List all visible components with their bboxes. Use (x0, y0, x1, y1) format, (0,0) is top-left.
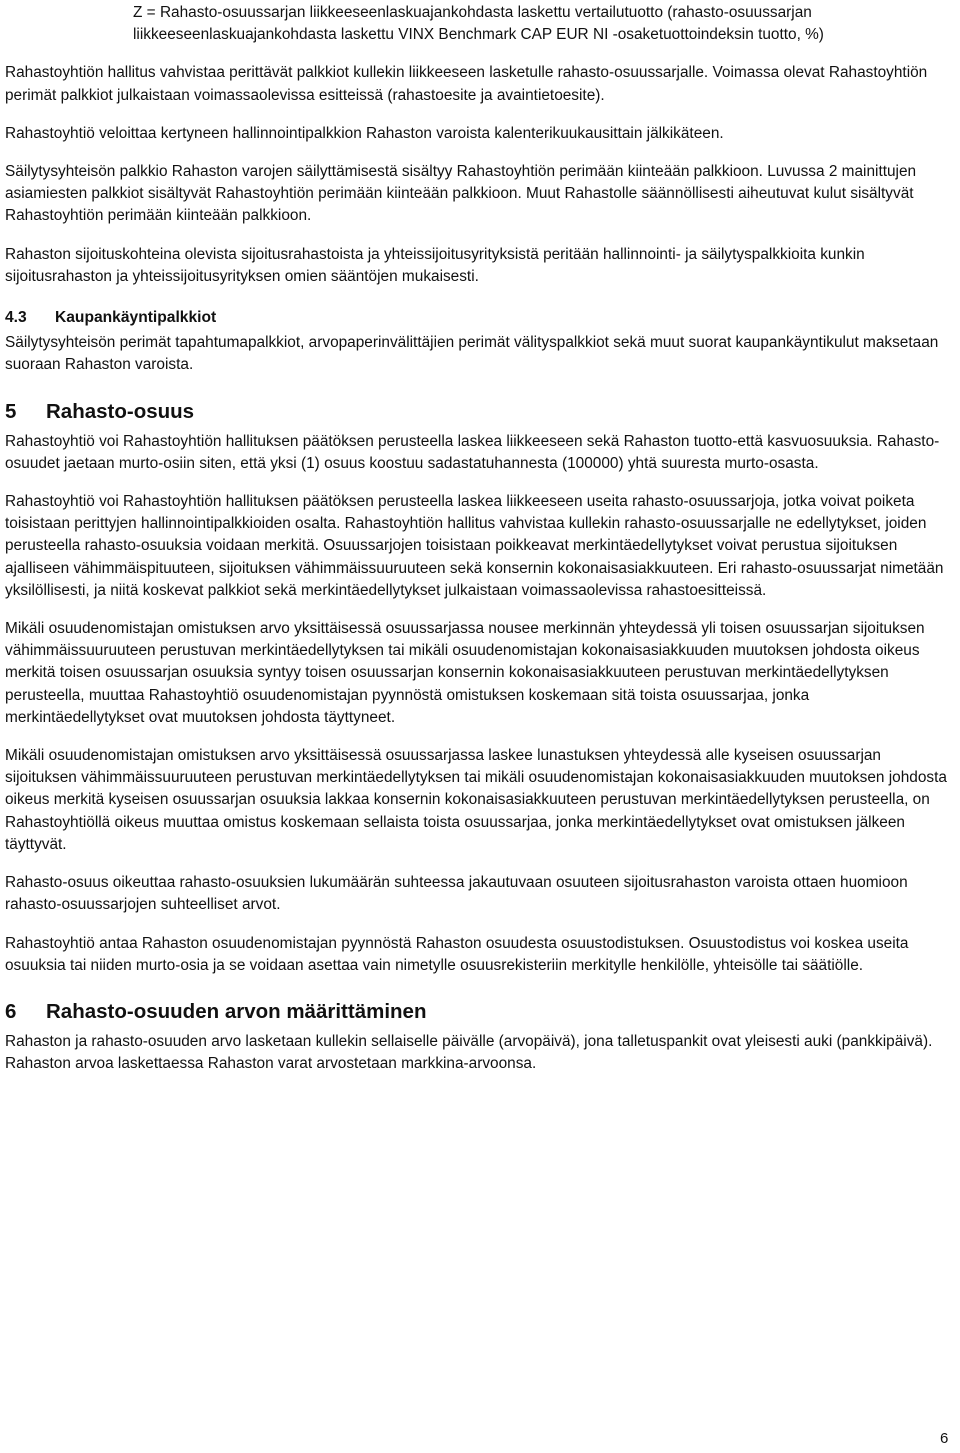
document-page (5, 2, 950, 1091)
paragraph-target-fund-fees: Rahaston sijoituskohteina olevista sijoitusrahastoista ja yhteissijoitusyrityksistä peritään hallinnointi- ja säilytyspalkkioita kunkin sijoitusrahaston ja yhteissijoitusyrityksen omien sääntöjen mukaisesti. (5, 245, 865, 285)
section-number: 6 (5, 999, 17, 1023)
section-heading-5 (5, 399, 950, 425)
paragraph-share-types: Rahastoyhtiö voi Rahastoyhtiön hallituksen päätöksen perusteella laskea liikkeeseen sekä Rahaston tuotto-että kasvuosuuksia. Rahasto-osuudet jaetaan murto-osiin siten, että yksi (1) osuus koostuu sadastatuhannesta (100000) yhtä suuresta murto-osasta. (5, 432, 940, 472)
paragraph-custodian-fee: Säilytysyhteisön palkkio Rahaston varojen säilyttämisestä sisältyy Rahastoyhtiön perimään kiinteään palkkioon. Luvussa 2 mainittujen asiamiesten palkkiot sisältyvät Rahastoyhtiön perimään kiinteään palkkioon. Muut Rahastolle säännöllisesti aiheutuvat kulut sisältyvät Rahastoyhtiön perimään kiinteään palkkioon. (5, 163, 917, 225)
page-number: 6 (940, 1430, 949, 1447)
paragraph-share-series: Rahastoyhtiö voi Rahastoyhtiön hallituksen päätöksen perusteella laskea liikkeeseen useita rahasto-osuussarjoja, jotka voivat poiketa toisistaan perittyjen hallinnointipalkkioiden osalta. Rahastoyhtiön hallitus vahvistaa kullekin rahasto-osuussarjalle ne edellytykset, joiden perusteella rahasto-osuuksia voidaan merkitä. Osuussarjojen toisistaan poikkeavat merkintäedellytykset voivat perustua sijoituksen ajalliseen vähimmäispituuteen, sijoituksen vähimmäissuuruuteen sekä konsernin kokonaisasiakkuuteen. Eri rahasto-osuussarjat nimetään yksilöllisesti, ja niitä koskevat palkkiot sekä merkintäedellytykset julkaistaan voimassaolevissa rahastoesitteissä. (5, 493, 944, 599)
paragraph-series-upgrade: Mikäli osuudenomistajan omistuksen arvo yksittäisessä osuussarjassa nousee merkinnän yhteydessä yli toisen osuussarjan sijoituksen vähimmäissuuruuteen perustuvan merkintäedellytyksen tai mikäli osuudenomistajan kokonaisasiakkuuden muutoksen johdosta oikeus merkitä toisen osuussarjan osuuksia syntyy toisen osuussarjan konsernin kokonaisasiakkuuteen perustuvan merkintäedellytyksen perusteella, muuttaa Rahastoyhtiö osuudenomistajan pyynnöstä omistuksen koskemaan sitä toista osuussarjaa, jonka merkintäedellytykset ovat muutoksen johdosta täyttyneet. (5, 620, 925, 726)
paragraph-series-downgrade: Mikäli osuudenomistajan omistuksen arvo yksittäisessä osuussarjassa laskee lunastuksen yhteydessä alle kyseisen osuussarjan sijoituksen vähimmäissuuruuteen perustuvan merkintäedellytyksen tai mikäli osuudenomistajan kokonaisasiakkuuden muutoksen johdosta oikeus merkitä kyseisen osuussarjan osuuksia lakkaa konsernin kokonaisasiakkuuteen perustuvan merkintäedellytyksen perusteella, on Rahastoyhtiöllä oikeus muuttaa omistus koskemaan sellaista toista osuussarjaa, jonka merkintäedellytykset ovat omistuksen jälkeen täyttyvät. (5, 747, 947, 853)
section-title: Kaupankäyntipalkkiot (55, 309, 217, 327)
section-heading-4-3 (5, 307, 950, 329)
paragraph-management-fee: Rahastoyhtiö veloittaa kertyneen hallinnointipalkkion Rahaston varoista kalenterikuukausittain jälkikäteen. (5, 124, 724, 142)
paragraph-trading-fees: Säilytysyhteisön perimät tapahtumapalkkiot, arvopaperinvälittäjien perimät välityspalkkiot sekä muut suorat kaupankäyntikulut maksetaan suoraan Rahaston varoista. (5, 334, 939, 374)
section-number: 4.3 (5, 309, 27, 327)
paragraph-share-entitlement: Rahasto-osuus oikeuttaa rahasto-osuuksien lukumäärän suhteessa jakautuvaan osuuteen sijoitusrahaston varoista ottaen huomioon rahasto-osuussarjojen suhteelliset arvot. (5, 874, 908, 914)
paragraph-valuation: Rahaston ja rahasto-osuuden arvo lasketaan kullekin sellaiselle päivälle (arvopäivä), jona talletuspankit ovat yleisesti auki (pankkipäivä). Rahaston arvoa laskettaessa Rahaston varat arvostetaan markkina-arvoonsa. (5, 1032, 933, 1073)
section-title: Rahasto-osuuden arvon määrittäminen (46, 999, 427, 1023)
section-title: Rahasto-osuus (46, 399, 195, 423)
section-number: 5 (5, 399, 17, 423)
section-heading-6 (5, 999, 950, 1025)
paragraph-share-certificate: Rahastoyhtiö antaa Rahaston osuudenomistajan pyynnöstä Rahaston osuudesta osuustodistuksen. Osuustodistus voi koskea useita osuuksia tai niiden murto-osia ja se voidaan asettaa vain nimetylle osuusrekisteriin merkitylle henkilölle, yhteisölle tai säätiölle. (5, 934, 909, 974)
z-definition: Z = Rahasto-osuussarjan liikkeeseenlaskuajankohdasta laskettu vertailutuotto (rahasto-osuussarjan liikkeeseenlaskuajankohdasta laskettu VINX Benchmark CAP EUR NI -osaketuottoindeksin tuotto, %) (133, 4, 824, 44)
paragraph-fee-confirmation: Rahastoyhtiön hallitus vahvistaa perittävät palkkiot kullekin liikkeeseen lasketulle rahasto-osuussarjalle. Voimassa olevat Rahastoyhtiön perimät palkkiot julkaistaan voimassaolevissa esitteissä (rahastoesite ja avaintietoesite). (5, 64, 928, 104)
